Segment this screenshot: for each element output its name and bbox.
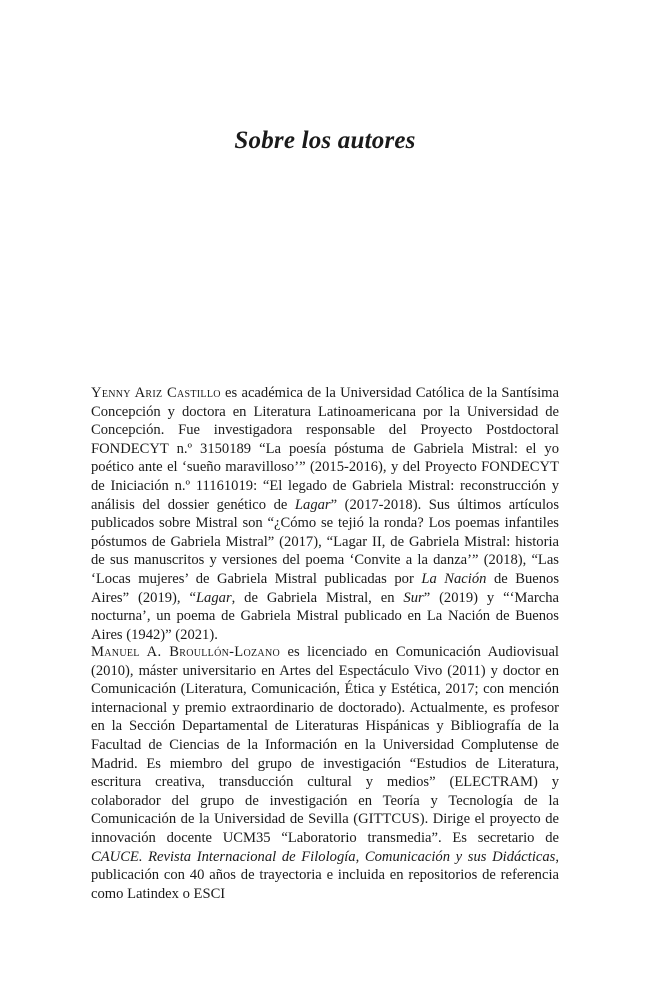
bio-italic-title: Lagar <box>294 496 331 513</box>
author-bio-paragraph <box>91 643 559 903</box>
bio-text: ” (2019) y “‘Marcha nocturna’, un poema de Gabriela Mistral publicado en La Nación de Buenos Aires (1942)” (2021). <box>91 589 559 643</box>
author-bio-paragraph <box>91 384 559 644</box>
author-bio-2 <box>91 643 559 903</box>
bio-text: ” (2017-2018). Sus últimos artículos publicados sobre Mistral son “¿Cómo se tejió la ronda? Los poemas infantiles póstumos de Gabriela Mistral” (2017), “Lagar II, de Gabriela Mistral: historia de sus manuscritos y versiones del poema ‘Convite a la danza’” (2018), “Las ‘Locas mujeres’ de Gabriela Mistral publicadas por <box>91 496 559 587</box>
bio-text: es académica de la Universidad Católica de la Santísima Concepción y doctora en Literatura Latinoamericana por la Universidad de Concepción. Fue investigadora responsable del Proyecto Postdoctoral FONDECYT n.º 3150189 “La poesía póstuma de Gabriela Mistral: el yo poético ante el ‘sueño maravilloso’” (2015-2016), y del Proyecto FONDECYT de Iniciación n.º 11161019: “El legado de Gabriela Mistral: reconstrucción y análisis del dossier genético de <box>91 385 559 513</box>
bio-text: de Buenos Aires” (2019), “ <box>91 570 560 606</box>
author-name: Manuel A. Broullón-Lozano <box>91 644 280 660</box>
bio-text: , publicación con 40 años de trayectoria e incluida en repositorios de referencia como Latindex o ESCI <box>91 848 559 902</box>
author-bio-1 <box>91 384 559 644</box>
bio-italic-title: Lagar <box>195 589 232 606</box>
author-name: Yenny Ariz Castillo <box>91 385 221 401</box>
bio-italic-title: Sur <box>403 589 424 606</box>
bio-italic-title: CAUCE. Revista Internacional de Filología, Comunicación y sus Didácticas <box>91 848 556 865</box>
bio-text: es licenciado en Comunicación Audiovisual (2010), máster universitario en Artes del Espectáculo Vivo (2011) y doctor en Comunicación (Literatura, Comunicación, Ética y Estética, 2017; con mención internacional y premio extraordinario de doctorado). Actualmente, es profesor en la Sección Departamental de Literaturas Hispánicas y Bibliografía de la Facultad de Ciencias de la Información en la Universidad Complutense de Madrid. Es miembro del grupo de investigación “Estudios de Literatura, escritura creativa, transducción cultural y medios” (ELECTRAM) y colaborador del grupo de investigación en Teoría y Tecnología de la Comunicación de la Universidad de Sevilla (GITTCUS). Dirige el proyecto de innovación docente UCM35 “Laboratorio transmedia”. Es secretario de <box>91 644 559 846</box>
section-title: Sobre los autores <box>234 126 416 154</box>
bio-italic-title: La Nación <box>421 570 487 587</box>
bio-text: , de Gabriela Mistral, en <box>231 589 404 606</box>
